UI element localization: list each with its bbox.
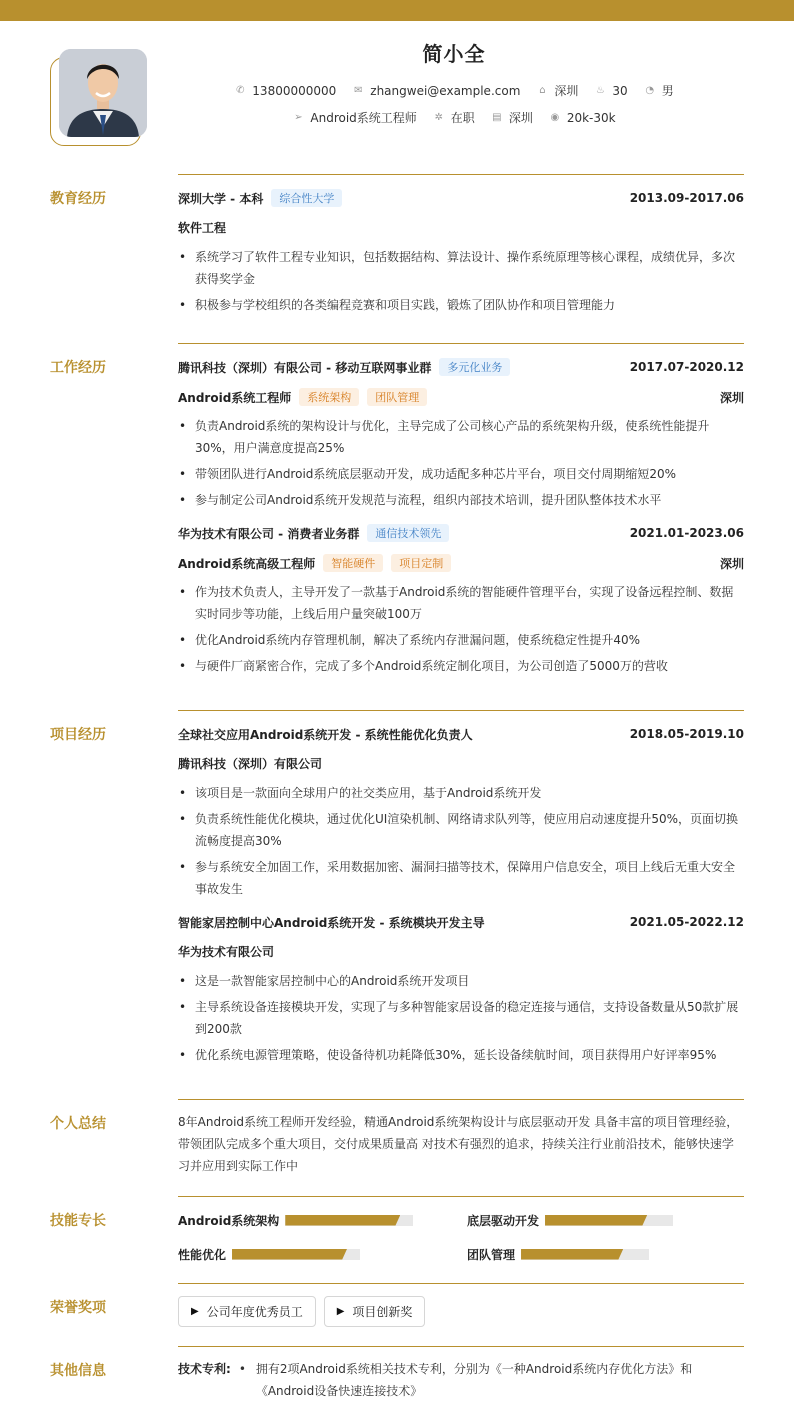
skill-label: 底层驱动开发 (467, 1213, 540, 1228)
list-item: • 主导系统设备连接模块开发，实现了与多种智能家居设备的稳定连接与通信，支持设备数量从50款扩展到200款 (178, 996, 744, 1040)
play-triangle-icon: ▶ (336, 1306, 345, 1317)
education-bullets (178, 246, 744, 316)
skill-bar-fill (232, 1249, 347, 1260)
award-label: 公司年度优秀员工 (206, 1305, 303, 1319)
project-header (178, 912, 744, 932)
job-intent-row (90, 109, 794, 126)
project-bullets (178, 970, 744, 1066)
phone-text: 13800000000 (252, 83, 337, 98)
list-item: • 优化Android系统内存管理机制，解决了系统内存泄漏问题，使系统稳定性提升40% (178, 629, 744, 651)
award-item (324, 1296, 426, 1327)
skill-bar-fill (521, 1249, 623, 1260)
phone-icon: ✆ (236, 85, 245, 96)
project-period: 2021.05-2022.12 (629, 915, 744, 929)
work-entry (178, 523, 744, 677)
section-divider (178, 1283, 744, 1284)
section-title-education: 教育经历 (50, 191, 106, 207)
salary-item (549, 111, 616, 125)
skill-item (178, 1210, 467, 1230)
school-name: 深圳大学 - 本科 (178, 191, 264, 206)
section-divider (178, 1099, 744, 1100)
section-title-awards: 荣誉奖项 (50, 1300, 106, 1316)
skill-item (467, 1210, 744, 1230)
work-content (178, 357, 744, 681)
skill-item (178, 1244, 467, 1264)
list-item: • 负责系统性能优化模块，通过优化UI渲染机制、网络请求队列等，使应用启动速度提升50%，页面切换流畅度提高30% (178, 808, 744, 852)
skill-bar (232, 1249, 360, 1260)
salary-text: 20k-30k (566, 110, 616, 125)
work-header (178, 523, 744, 543)
building-icon: ▤ (492, 112, 502, 123)
other-info (178, 1358, 744, 1402)
award-item (178, 1296, 316, 1327)
section-title-summary: 个人总结 (50, 1116, 106, 1132)
section-title-skills: 技能专长 (50, 1213, 106, 1229)
summary-text: 8年Android系统工程师开发经验，精通Android系统架构设计与底层驱动开发 具备丰富的项目管理经验，带领团队完成多个重大项目，交付成果质量高 对技术有强烈的追求，持续关注行业前沿技术，能够快速学习并应用到实际工作中 (178, 1115, 739, 1173)
project-bullets (178, 782, 744, 900)
position-text: Android系统工程师 (310, 111, 417, 125)
work-location: 深圳 (719, 556, 744, 571)
candidate-name: 简小全 (422, 42, 486, 66)
section-divider (178, 1346, 744, 1347)
project-entry (178, 912, 744, 1066)
company-tag: 多元化业务 (439, 358, 510, 376)
work-entry (178, 357, 744, 511)
list-item: • 带领团队进行Android系统底层驱动开发，成功适配多种芯片平台，项目交付周期缩短20% (178, 463, 744, 485)
section-title-projects: 项目经历 (50, 727, 106, 743)
mail-icon: ✉ (354, 85, 363, 96)
role-tag: 团队管理 (367, 388, 427, 406)
skill-bar (545, 1215, 673, 1226)
skill-bar-fill (545, 1215, 647, 1226)
contact-row (90, 82, 794, 99)
section-title-other: 其他信息 (50, 1363, 106, 1379)
list-item: • 作为技术负责人，主导开发了一款基于Android系统的智能硬件管理平台，实现了设备远程控制、数据实时同步等功能，上线后用户量突破100万 (178, 581, 744, 625)
city-item (536, 82, 578, 99)
education-content (178, 188, 744, 320)
skill-item (467, 1244, 744, 1264)
project-company: 华为技术有限公司 (178, 945, 275, 959)
list-item: • 这是一款智能家居控制中心的Android系统开发项目 (178, 970, 744, 992)
list-item: • 负责Android系统的架构设计与优化，主导完成了公司核心产品的系统架构升级，使系统性能提升30%，用户满意度提高25% (178, 415, 744, 459)
city-text: 深圳 (554, 84, 579, 98)
company-tag: 通信技术领先 (367, 524, 449, 542)
play-triangle-icon: ▶ (191, 1306, 199, 1317)
work-location: 深圳 (719, 390, 744, 405)
email-text: zhangwei@example.com (370, 83, 521, 98)
work-period: 2021.01-2023.06 (629, 526, 744, 540)
role-tag: 系统架构 (299, 388, 359, 406)
project-title: 全球社交应用Android系统开发 - 系统性能优化负责人 (178, 727, 473, 742)
cake-icon: ♨ (595, 85, 605, 96)
major: 软件工程 (178, 221, 227, 235)
money-icon: ◉ (550, 112, 560, 123)
role-row (178, 553, 744, 573)
section-divider (178, 710, 744, 711)
skill-bar (521, 1249, 649, 1260)
gender-icon: ◔ (645, 85, 655, 96)
project-header (178, 724, 744, 744)
list-item: • 积极参与学校组织的各类编程竞赛和项目实践，锻炼了团队协作和项目管理能力 (178, 294, 744, 316)
school-tag: 综合性大学 (271, 189, 342, 207)
project-period: 2018.05-2019.10 (629, 727, 744, 741)
awards-list (178, 1296, 744, 1327)
education-period: 2013.09-2017.06 (629, 191, 744, 205)
section-divider (178, 174, 744, 175)
company-name: 腾讯科技（深圳）有限公司 - 移动互联网事业群 (178, 360, 432, 375)
role-row (178, 387, 744, 407)
skill-bar (285, 1215, 413, 1226)
list-item: • 该项目是一款面向全球用户的社交类应用，基于Android系统开发 (178, 782, 744, 804)
gender-item (644, 82, 674, 99)
status-icon: ✲ (434, 112, 443, 123)
project-entry (178, 724, 744, 900)
position-item (292, 109, 416, 126)
other-value: • 拥有2项Android系统相关技术专利，分别为《一种Android系统内存优化方法》和《Android设备快速连接技术》 (239, 1358, 744, 1402)
skills-grid (178, 1210, 744, 1264)
status-text: 在职 (450, 111, 475, 125)
skill-label: 团队管理 (467, 1247, 516, 1262)
role-title: Android系统工程师 (178, 390, 292, 405)
age-text: 30 (612, 83, 628, 98)
list-item: • 参与系统安全加固工作，采用数据加密、漏洞扫描等技术，保障用户信息安全，项目上线后无重大安全事故发生 (178, 856, 744, 900)
role-tag: 智能硬件 (323, 554, 383, 572)
other-key: 技术专利: (178, 1362, 231, 1376)
education-header (178, 188, 744, 208)
list-item: • 与硬件厂商紧密合作，完成了多个Android系统定制化项目，为公司创造了5000万的营收 (178, 655, 744, 677)
list-item: • 参与制定公司Android系统开发规范与流程，组织内部技术培训，提升团队整体技术水平 (178, 489, 744, 511)
top-accent-bar (0, 0, 794, 21)
list-item: • 系统学习了软件工程专业知识，包括数据结构、算法设计、操作系统原理等核心课程，成绩优异，多次获得奖学金 (178, 246, 744, 290)
role-title: Android系统高级工程师 (178, 556, 316, 571)
status-item (433, 109, 475, 126)
work-period: 2017.07-2020.12 (629, 360, 744, 374)
section-title-work: 工作经历 (50, 360, 106, 376)
work-bullets (178, 581, 744, 677)
email-item (352, 84, 520, 98)
target-city-item (491, 109, 533, 126)
age-item (594, 84, 627, 98)
project-company: 腾讯科技（深圳）有限公司 (178, 757, 323, 771)
skill-label: 性能优化 (178, 1247, 227, 1262)
section-divider (178, 1196, 744, 1197)
home-icon: ⌂ (539, 85, 546, 96)
company-name: 华为技术有限公司 - 消费者业务群 (178, 526, 360, 541)
list-item: • 优化系统电源管理策略，使设备待机功耗降低30%，延长设备续航时间，项目获得用户好评率95% (178, 1044, 744, 1066)
role-tag: 项目定制 (391, 554, 451, 572)
work-header (178, 357, 744, 377)
project-title: 智能家居控制中心Android系统开发 - 系统模块开发主导 (178, 915, 485, 930)
phone-item (234, 84, 336, 98)
paper-plane-icon: ➢ (294, 112, 303, 123)
target-city-text: 深圳 (508, 111, 533, 125)
gender-text: 男 (661, 84, 674, 98)
award-label: 项目创新奖 (352, 1305, 413, 1319)
skill-bar-fill (285, 1215, 400, 1226)
skill-label: Android系统架构 (178, 1213, 280, 1228)
projects-content (178, 724, 744, 1070)
section-divider (178, 343, 744, 344)
work-bullets (178, 415, 744, 511)
